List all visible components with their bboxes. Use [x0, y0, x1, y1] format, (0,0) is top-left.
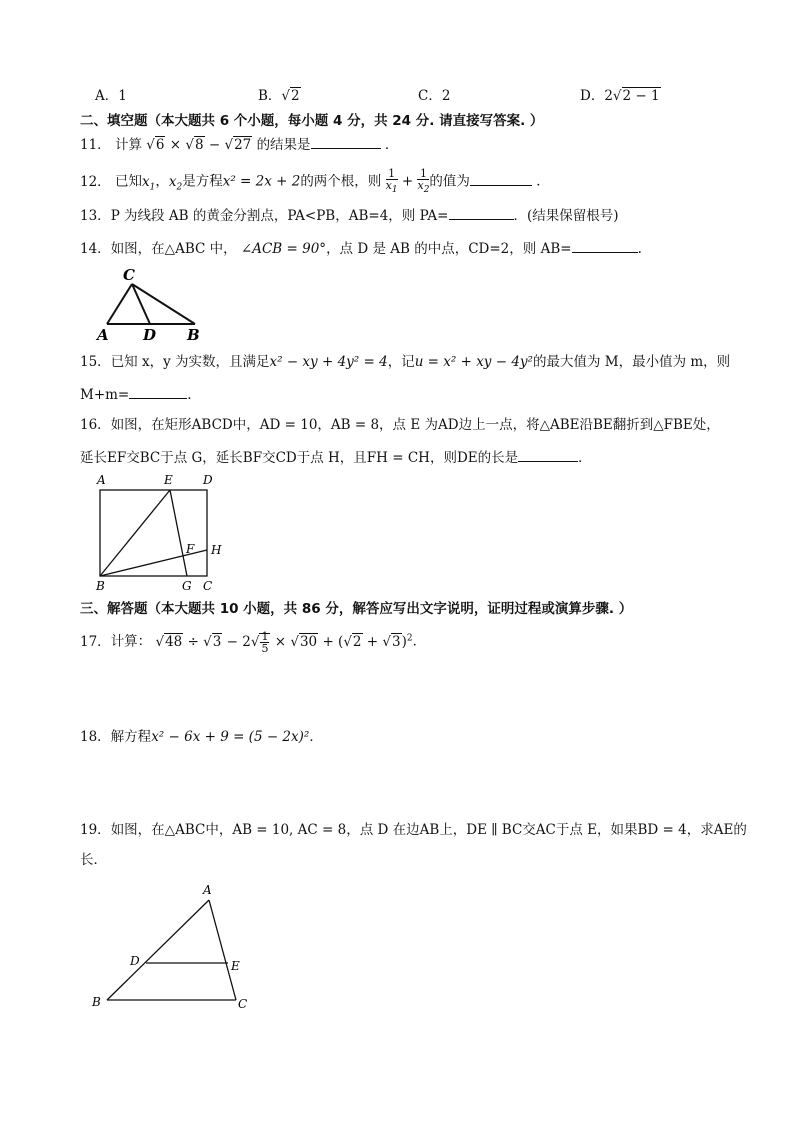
section-heading-fill-in: 二、填空题（本大题共 6 个小题，每小题 4 分，共 24 分. 请直接写答案. ） — [80, 113, 544, 129]
option-c: C．2 — [418, 88, 451, 104]
question-13: 13．P 为线段 AB 的黄金分割点，PA<PB，AB=4，则 PA= ．(结果保留根号) — [80, 205, 619, 226]
figure-rectangle-abcd-q16 — [90, 470, 230, 595]
label-a: A — [203, 883, 212, 897]
answer-blank[interactable] — [572, 238, 638, 253]
label-d: D — [130, 954, 140, 968]
option-d: D．2√2 − 1 — [580, 88, 660, 104]
figure-triangle-abc-q19 — [88, 880, 263, 1015]
question-15-line2: M+m= . — [80, 384, 192, 405]
segment-eg — [170, 490, 187, 576]
sqrt-sign: √ — [281, 88, 291, 104]
label-g: G — [182, 579, 192, 593]
question-18: 18．解方程x² − 6x + 9 = (5 − 2x)²． — [80, 729, 323, 745]
figure-triangle-abc-q14 — [95, 262, 210, 342]
label-b: B — [92, 995, 101, 1009]
segment-be — [100, 490, 170, 576]
label-d: D — [143, 326, 157, 342]
answer-blank[interactable] — [129, 384, 187, 399]
answer-blank[interactable] — [470, 171, 532, 186]
label-e: E — [231, 959, 240, 973]
question-19-line2: 长． — [80, 852, 107, 868]
label-b: B — [96, 579, 105, 593]
segment-ba — [107, 900, 209, 1000]
option-b: B．√2 — [258, 88, 300, 104]
question-15: 15．已知 x，y 为实数，且满足x² − xy + 4y² = 4，记u = x² + xy − 4y²的最大值为 M，最小值为 m，则 — [80, 354, 731, 370]
label-h: H — [211, 543, 222, 557]
label-f: F — [186, 542, 195, 556]
label-a: A — [97, 326, 109, 342]
question-17: 17．计算： √48 ÷ √3 − 2√ $\frac{1}{5}$ × $√30 + (√2 + √3)^2$． — [80, 629, 427, 655]
label-c: C — [238, 997, 248, 1011]
answer-blank[interactable] — [518, 447, 578, 462]
label-a: A — [97, 473, 106, 487]
label-e: E — [164, 473, 173, 487]
question-14: 14．如图，在△ABC 中， ∠ACB = 90°，点 D 是 AB 的中点，CD=2，则 AB= . — [80, 238, 642, 259]
label-b: B — [187, 326, 200, 342]
answer-blank[interactable] — [449, 205, 514, 220]
question-16: 16．如图，在矩形ABCD中，AD = 10，AB = 8，点 E 为AD边上一点，将△ABE沿BE翻折到△FBE处， — [80, 417, 720, 433]
label-c: C — [123, 266, 135, 284]
question-11: 11． 计算 √6 × √8 − √27 的结果是 ． — [80, 134, 398, 155]
segment-ac — [209, 900, 236, 1000]
question-16-line2: 延长EF交BC于点 G，延长BF交CD于点 H，且FH = CH，则DE的长是 ． — [80, 447, 592, 468]
label-d: D — [203, 473, 213, 487]
question-19: 19．如图，在△ABC中，AB = 10, AC = 8，点 D 在边AB上，DE ∥ BC交AC于点 E，如果BD = 4，求AE的 — [80, 822, 747, 838]
segment-ac — [107, 284, 132, 324]
label-c: C — [203, 579, 213, 593]
section-heading-solutions: 三、解答题（本大题共 10 小题，共 86 分，解答应写出文字说明，证明过程或演算步骤. ） — [80, 601, 633, 617]
option-a: A．1 — [95, 88, 127, 104]
answer-blank[interactable] — [311, 134, 381, 149]
question-12: 12． 已知$x_1$，$x_2$是方程x² = 2x + 2的两个根，则 $\frac{1}{x_1}$ + $\frac{1}{x_2}$ 的值为 ． — [80, 167, 550, 196]
